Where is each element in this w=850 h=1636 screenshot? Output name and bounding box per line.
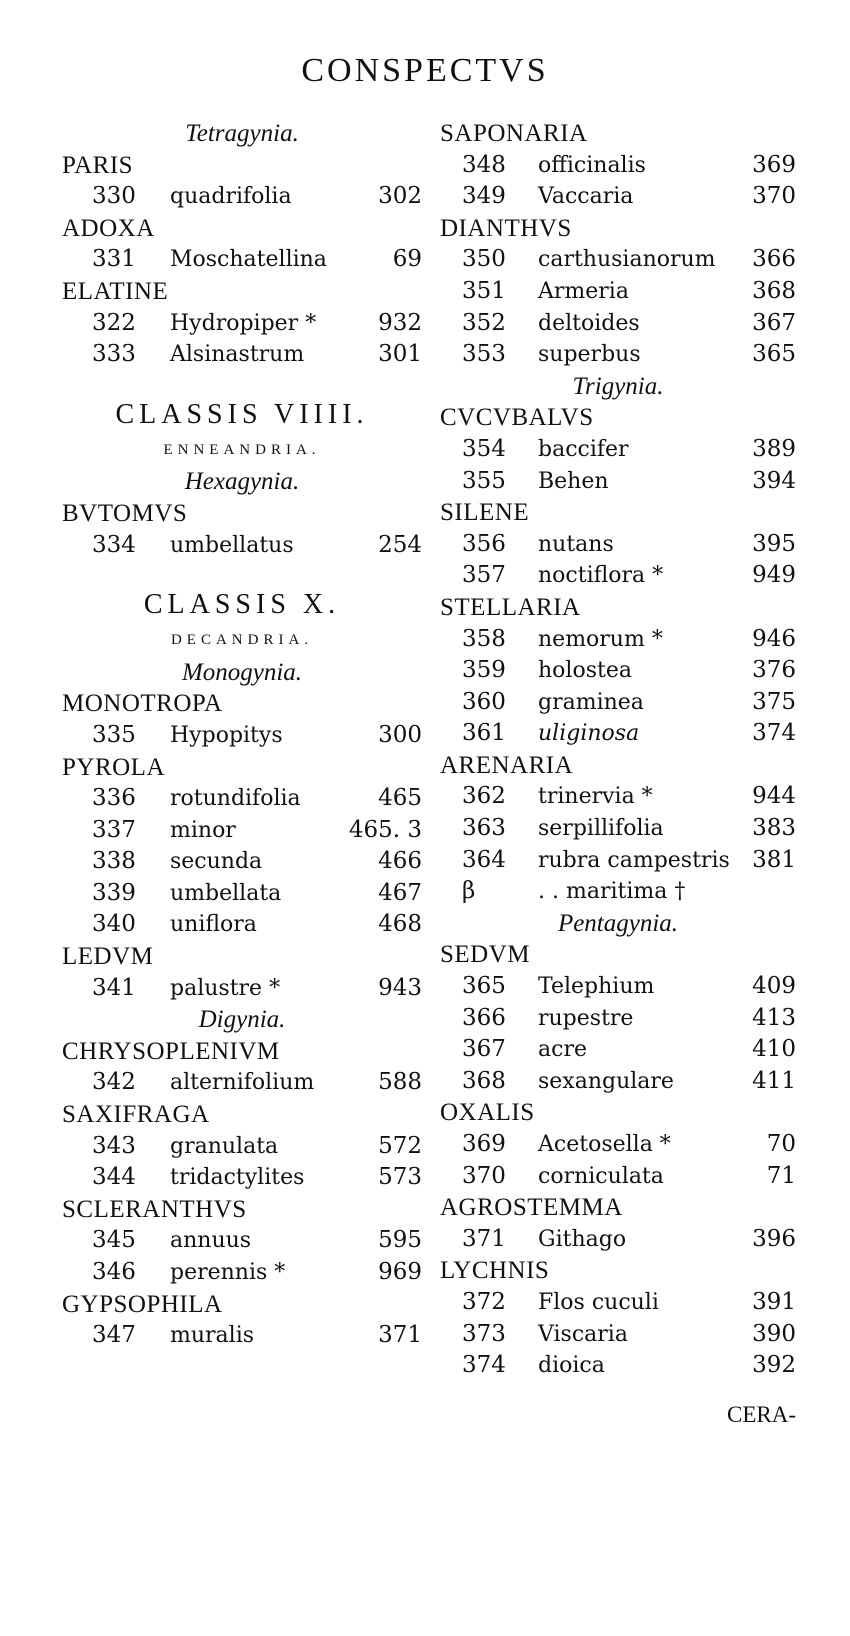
page-reference: 71 [766,1162,796,1189]
species-entry [440,655,796,687]
species-entry [62,530,422,562]
species-name: uniflora [170,912,257,938]
species-name: uliginosa [538,721,640,747]
species-entry [62,1067,422,1099]
species-name: Vaccaria [538,184,634,210]
species-name: . . maritima † [538,879,686,905]
species-entry [440,845,796,877]
page-reference: 302 [378,183,422,210]
page-reference: 949 [752,562,796,589]
genus-heading: ARENARIA [440,751,574,779]
species-entry [62,815,422,847]
page-reference: 254 [378,531,422,558]
entry-number: 356 [462,530,506,557]
entry-number: 367 [462,1036,506,1063]
species-entry [62,339,422,371]
page-reference: 366 [752,246,796,273]
page-reference: 595 [378,1227,422,1254]
species-name: rupestre [538,1005,634,1031]
section-gap [62,561,422,585]
species-name: Acetosella * [538,1132,671,1157]
genus-heading: ADOXA [62,214,155,242]
species-entry [62,783,422,815]
page-reference: 390 [752,1320,796,1347]
species-entry [440,1224,796,1256]
entry-number: 347 [92,1322,136,1349]
page-reference: 375 [752,688,796,715]
entry-number: 362 [462,783,506,810]
entry-number: 341 [92,974,136,1001]
species-entry [440,1003,796,1035]
species-name: tridactylites [170,1165,305,1191]
species-name: Viscaria [538,1321,628,1347]
species-name: annuus [170,1228,252,1254]
species-entry [440,718,796,750]
species-entry [62,1320,422,1352]
entry-number: 330 [92,183,136,210]
entry-number: 360 [462,688,506,715]
entry-number: 370 [462,1162,506,1189]
page-reference: 410 [752,1036,796,1063]
species-entry [62,181,422,213]
order-subheading: Tetragynia. [185,120,299,147]
page-reference: 392 [752,1352,796,1379]
species-entry [440,687,796,719]
page-reference: 465 [378,785,422,812]
order-subheading: Digynia. [198,1006,286,1034]
page-reference: 367 [752,309,796,336]
entry-number: 369 [462,1131,506,1157]
genus-heading: CVCVBALVS [440,404,594,432]
species-name: umbellata [170,880,282,906]
genus-heading: STELLARIA [440,593,581,621]
species-name: muralis [170,1323,255,1349]
page-reference: 371 [378,1322,422,1349]
entry-number: 361 [462,720,506,747]
genus-heading: SCLERANTHVS [62,1195,247,1223]
species-name: superbus [538,342,641,368]
species-entry [62,846,422,878]
section-gap [62,371,422,395]
species-entry [440,308,796,340]
species-entry [62,244,422,276]
entry-number: 334 [92,531,136,558]
species-entry [440,1161,796,1193]
entry-number: 371 [462,1225,506,1252]
species-entry [440,971,796,1003]
entry-number: 368 [462,1067,506,1094]
entry-number: 322 [92,309,136,336]
entry-number: 357 [462,562,506,589]
species-entry [440,781,796,813]
species-entry [440,1129,796,1161]
left-column [62,118,422,1352]
page-reference: 369 [752,151,796,178]
entry-number: 365 [462,973,506,1000]
species-entry [62,878,422,910]
page-reference: 944 [752,783,796,810]
species-entry [440,1287,796,1319]
class-heading: CLASSIS X. [143,589,341,621]
page-reference: 301 [378,341,422,368]
species-entry [62,973,422,1005]
entry-number: 355 [462,467,506,494]
page-reference: 413 [752,1004,796,1031]
entry-number: 331 [92,246,136,273]
genus-heading: GYPSOPHILA [62,1290,223,1318]
page-reference: 376 [752,657,796,684]
species-name: officinalis [538,152,646,178]
species-name: nutans [538,531,614,557]
entry-number: 339 [92,879,136,906]
species-entry [62,308,422,340]
species-entry [440,466,796,498]
species-name: quadrifolia [170,184,292,210]
genus-heading: SEDVM [440,941,531,969]
entry-number: 372 [462,1288,506,1315]
species-entry [440,1319,796,1351]
page-reference: 374 [752,720,796,747]
page-reference: 467 [378,879,422,906]
species-entry [440,181,796,213]
entry-number: 345 [92,1227,136,1254]
entry-number: 346 [92,1259,136,1285]
page-reference: 943 [378,974,422,1001]
species-name: serpillifolia [538,816,664,842]
page-reference: 391 [752,1288,796,1315]
entry-number: 349 [462,183,506,210]
species-name: holostea [538,658,632,684]
species-name: Telephium [538,974,655,1000]
entry-number: 340 [92,911,136,938]
species-entry [440,560,796,592]
order-subheading: Pentagynia. [557,909,679,937]
order-subheading: Trigynia. [572,372,664,400]
page-reference: 370 [752,183,796,210]
species-name: trinervia * [538,784,653,810]
species-name: Hypopitys [170,722,283,748]
class-name: ENNEANDRIA. [163,441,321,458]
species-entry [440,276,796,308]
species-name: carthusianorum [538,247,716,273]
species-name: minor [170,817,236,843]
entry-number: β [462,878,476,905]
genus-heading: MONOTROPA [62,690,223,718]
entry-number: 348 [462,151,506,178]
page-reference: 946 [752,625,796,652]
species-name: Moschatellina [170,247,327,273]
entry-number: 373 [462,1320,506,1347]
class-heading: CLASSIS VIIII. [115,398,369,430]
species-entry [440,813,796,845]
genus-heading: LEDVM [62,943,154,971]
species-name: Armeria [538,278,629,304]
entry-number: 374 [462,1352,506,1379]
page-reference: 389 [752,435,796,462]
species-name: baccifer [538,436,629,462]
species-entry [440,1350,796,1382]
genus-heading: CHRYSOPLENIVM [62,1037,280,1065]
page-reference: 300 [378,721,422,748]
species-entry [440,624,796,656]
genus-heading: SAXIFRAGA [62,1101,210,1129]
species-name: noctiflora * [538,563,664,589]
species-entry [62,1162,422,1194]
species-entry [440,244,796,276]
page-reference: 468 [378,911,422,938]
species-entry [62,720,422,752]
page-reference: 969 [378,1259,422,1285]
entry-number: 353 [462,341,506,368]
species-entry [440,876,796,908]
page-reference: 573 [378,1164,422,1191]
species-name: dioica [538,1353,605,1379]
species-entry [440,434,796,466]
genus-heading: BVTOMVS [62,499,188,527]
right-column [440,118,796,1382]
species-name: nemorum * [538,626,663,652]
species-name: alternifolium [170,1070,315,1096]
entry-number: 343 [92,1132,136,1159]
page-reference: 396 [752,1225,796,1252]
page-reference: 383 [752,815,796,842]
species-entry [62,1225,422,1257]
genus-heading: ELATINE [62,277,169,305]
page-reference: 932 [378,309,422,336]
page-reference: 411 [752,1067,796,1094]
genus-heading: SAPONARIA [440,120,588,147]
species-name: corniculata [538,1163,664,1189]
species-name: granulata [170,1133,279,1159]
entry-number: 336 [92,785,136,812]
entry-number: 354 [462,435,506,462]
species-entry [440,339,796,371]
genus-heading: LYCHNIS [440,1257,550,1285]
species-name: sexangulare [538,1068,674,1094]
entry-number: 335 [92,721,136,748]
species-name: palustre * [170,975,281,1001]
page-reference: 365 [752,341,796,368]
species-name: secunda [170,849,263,875]
genus-heading: OXALIS [440,1099,535,1127]
species-name: graminea [538,689,644,715]
species-entry [62,1257,422,1289]
genus-heading: AGROSTEMMA [440,1194,623,1222]
species-entry [62,909,422,941]
page-reference: 572 [378,1132,422,1159]
species-name: Flos cuculi [538,1289,659,1315]
species-name: perennis * [170,1260,286,1285]
page-reference: 368 [752,277,796,304]
order-subheading: Hexagynia. [184,468,300,496]
entry-number: 350 [462,246,506,273]
species-entry [440,1066,796,1098]
species-entry [62,1131,422,1163]
species-name: rubra campestris [538,847,730,873]
species-name: Githago [538,1226,627,1252]
entry-number: 351 [462,277,506,304]
page-reference: 466 [378,848,422,875]
entry-number: 342 [92,1069,136,1096]
species-name: deltoides [538,310,640,336]
species-entry [440,1034,796,1066]
entry-number: 337 [92,816,136,843]
page-reference: 588 [378,1069,422,1096]
entry-number: 358 [462,625,506,652]
species-entry [440,529,796,561]
entry-number: 359 [462,657,506,684]
page-reference: 395 [752,530,796,557]
entry-number: 352 [462,309,506,336]
entry-number: 364 [462,846,506,873]
entry-number: 338 [92,848,136,875]
page-reference: 69 [392,246,422,273]
species-entry [440,150,796,182]
page-title: CONSPECTVS [301,52,549,89]
class-name: DECANDRIA. [170,632,314,649]
species-name: acre [538,1037,587,1063]
order-subheading: Monogynia. [181,658,303,686]
entry-number: 363 [462,815,506,842]
catchword: CERA- [727,1402,796,1427]
entry-number: 333 [92,341,136,368]
genus-heading: PYROLA [62,753,166,781]
species-name: Alsinastrum [170,342,305,368]
species-name: umbellatus [170,532,294,558]
species-name: rotundifolia [170,786,301,812]
page-reference: 381 [752,846,796,873]
genus-heading: SILENE [440,499,530,527]
species-name: Hydropiper * [170,310,317,336]
genus-heading: DIANTHVS [440,214,572,242]
genus-heading: PARIS [62,151,134,179]
species-name: Behen [538,468,609,494]
page-reference: 394 [752,467,796,494]
page-reference: 465. 3 [348,816,422,843]
entry-number: 366 [462,1004,506,1031]
page-reference: 409 [752,973,796,1000]
page-reference: 70 [766,1131,796,1157]
entry-number: 344 [92,1164,136,1191]
